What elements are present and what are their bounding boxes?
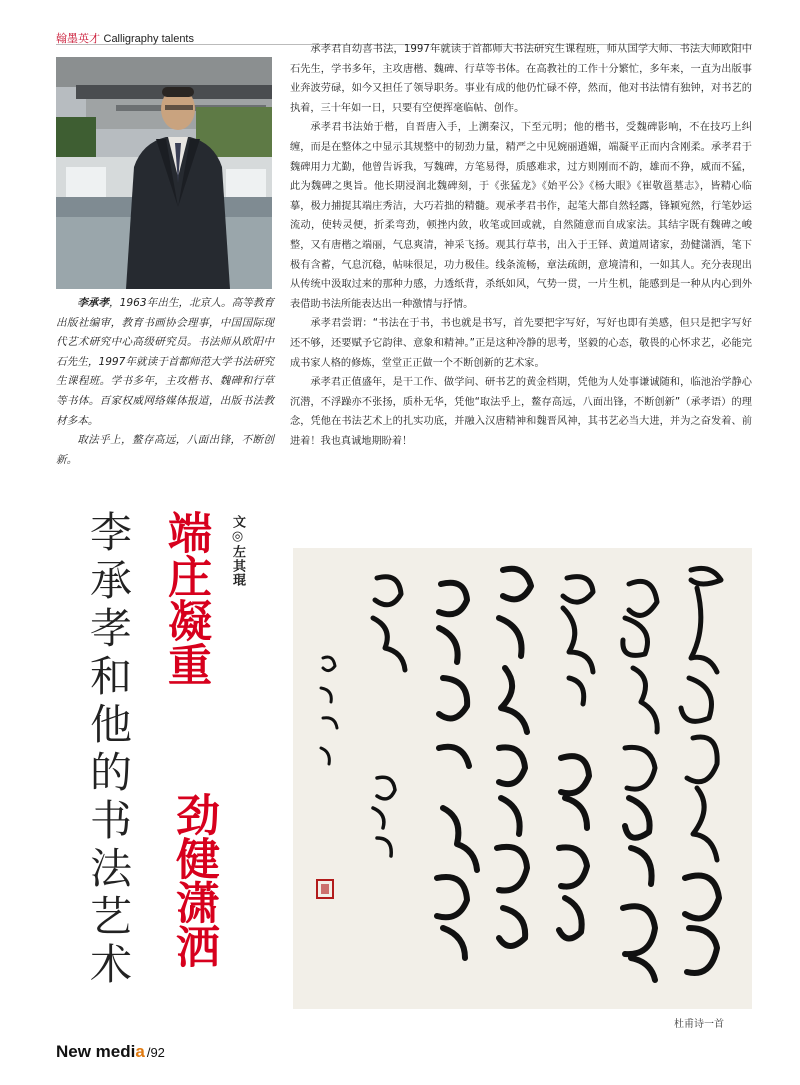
bio-text-1: ，1963年出生，北京人。高等教育出版社编审，教育书画协会理事，中国国际现代艺术研究中心高级研究员。书法师从欧阳中石先生，1997年就读于首都师范大学书法研究生课程班。学书多年，主攻楷书、魏碑和行草等书体。百家权威网络媒体报道，出版书法教材多本。 xyxy=(56,297,275,427)
bio-name: 李承孝 xyxy=(77,297,110,309)
article-paragraph-2: 承孝君书法始于楷，自晋唐入手，上溯秦汉，下至元明；他的楷书，受魏碑影响，不在技巧上纠缠，而是在整体之中显示其规整中的韧劲力量，精严之中见婉丽遒媚，端凝平正而内含刚柔。承孝君于魏碑用力尤勤，他曾告诉我，写魏碑，方笔易得，质感难求，过方则刚而不韵，雄而不狰，威而不猛，此为魏碑之奥旨。他长期浸润北魏碑刻，于《张猛龙》《始平公》《杨大眼》《崔敬邕墓志》，皆精心临摹，极力捕捉其端庄秀洁，大巧若拙的精髓。观承孝君书作，起笔大都自然轻露，锋颖宛然，行笔妙运流动，使转灵便，折柔弯劲，顿挫内敛，收笔或回或就，自然随意而自成家法。其结字既有魏碑之峻整，又有唐楷之端丽，气息爽清，神采飞扬。观其行草书，出入于王铎、黄道周诸家，劲健潇洒，笔下极有含蓄，气息沉稳，帖味很足，功力极佳。线条流畅，章法疏朗，意境清和，一如其人。充分表现出从传统中汲取过来的那种力感，力透纸背，杀纸如风，气势一贯，一片生机，能感到是一种从内心到外表借助书法所能表达出一种激情与抒情。 xyxy=(290,122,752,310)
article-paragraph-4: 承孝君正值盛年，是干工作、做学问、研书艺的黄金档期，凭他为人处事谦诚随和，临池治学静心沉潜，不浮躁亦不张扬，质朴无华，凭他“取法乎上，鳌存高远，八面出锋，不断创新”（承孝语）的理念，凭他在书法艺术上的扎实功底，并融入汉唐精神和魏晋风神，其书艺必当大进，并为之奋发着、前进着！我也真诚地期盼着！ xyxy=(290,377,752,447)
subtitle-line-1: 端庄凝重 xyxy=(160,510,211,686)
section-tag-en: Calligraphy talents xyxy=(103,33,194,45)
section-tag-cn: 翰墨英才 xyxy=(56,32,100,45)
author-bio xyxy=(56,294,274,470)
byline: 文◎左其琨 xyxy=(230,515,245,587)
article-title: 李承孝和他的书法艺术 xyxy=(84,510,133,990)
brand-accent-letter: a xyxy=(135,1042,145,1061)
calligraphy-artwork xyxy=(293,548,752,1009)
section-tag xyxy=(56,30,194,46)
calligraphy-caption: 杜甫诗一首 xyxy=(674,1019,724,1030)
article-body xyxy=(290,40,752,451)
bio-paragraph-1 xyxy=(56,294,274,431)
article-paragraph-1: 承孝君自幼喜书法，1997年就读于首都师大书法研究生课程班，师从国学大师、书法大师欧阳中石先生，学书多年，主攻唐楷、魏碑、行草等书体。在高教社的工作十分繁忙，多年来，一直为出版事业奔波劳碌，如今又担任了领导职务。事业有成的他仍忙碌不停，然而，他对书法情有独钟，对书艺的执着，三十年如一日，只要有空便挥毫临帖、创作。 xyxy=(290,44,752,114)
magazine-brand xyxy=(56,1042,145,1061)
article-paragraph-3: 承孝君尝谓：“书法在于书，书也就是书写，首先要把字写好，写好也即有美感，但只是把字写好还不够，还要赋予它韵律、意象和精神。”正是这种冷静的思考，坚毅的心态，敬畏的心怀求艺，必能完成书家人格的修炼，堂堂正正做一个不断创新的艺术家。 xyxy=(290,318,752,369)
page-number: /92 xyxy=(146,1045,165,1060)
subtitle-line-2: 劲健潇洒 xyxy=(168,792,219,968)
bio-paragraph-2: 取法乎上，鳌存高远，八面出锋，不断创新。 xyxy=(56,434,274,466)
brand-text: New medi xyxy=(56,1042,136,1061)
page-footer xyxy=(56,1042,165,1062)
author-photo xyxy=(56,57,272,289)
